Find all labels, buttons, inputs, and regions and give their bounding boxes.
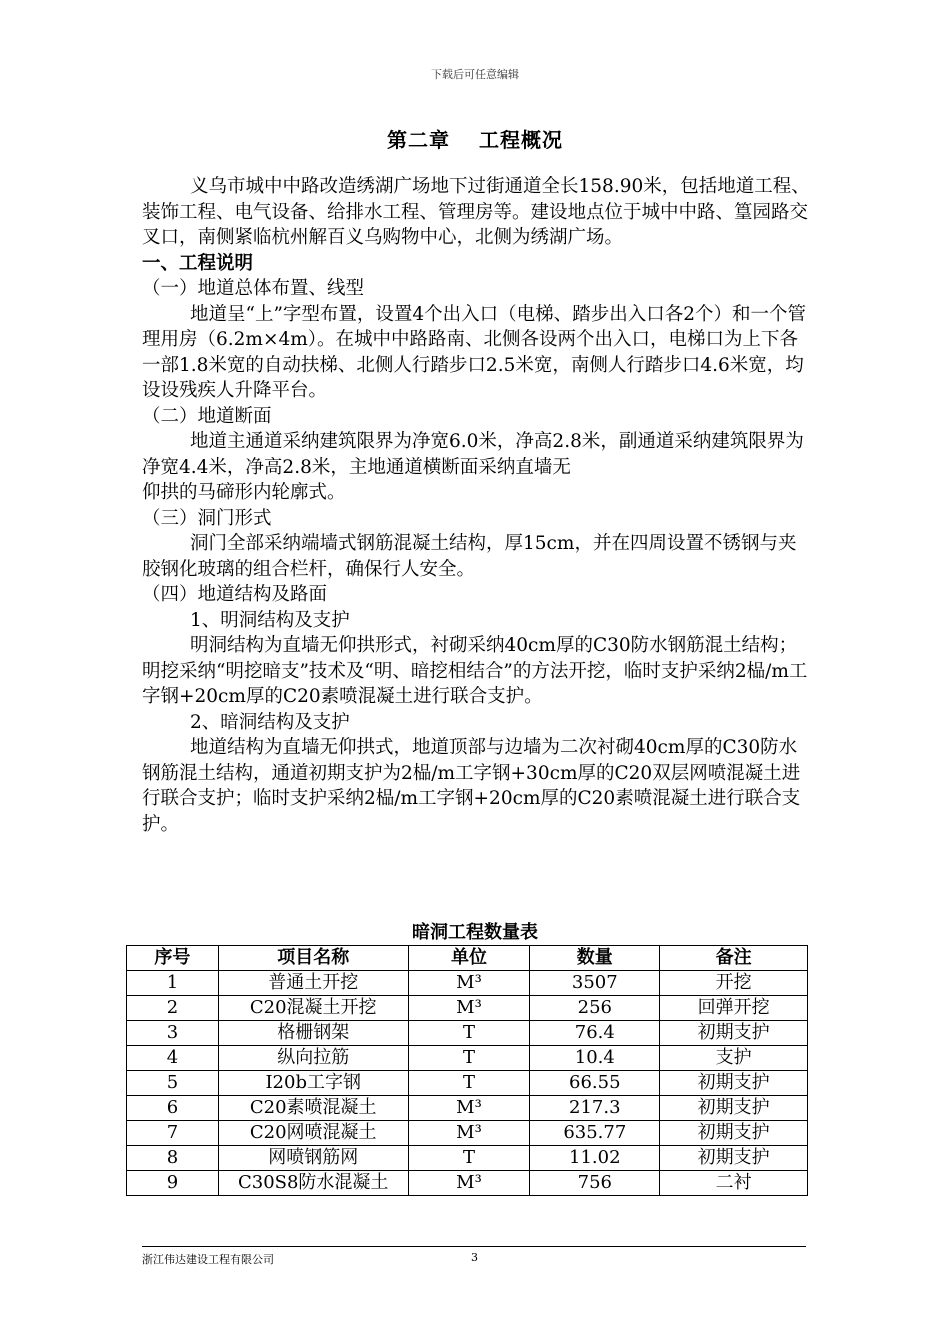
header-note: 下载后可任意编辑 [431,68,519,81]
table-row [127,1046,808,1071]
table-cell: 10.4 [530,1046,660,1071]
table-cell: 1 [127,971,219,996]
document-body [142,174,810,837]
table-cell: 66.55 [530,1071,660,1096]
paragraph: 地道主通道采纳建筑限界为净宽6.0米，净高2.8米，副通道采纳建筑限界为净宽4.4米，净高2.8米，主地通道横断面采纳直墙无 [142,431,804,478]
table-cell: T [408,1146,530,1171]
table-cell: 回弹开挖 [660,996,808,1021]
table-cell: C30S8防水混凝土 [218,1171,408,1196]
table-cell: 6 [127,1096,219,1121]
table-cell: 9 [127,1171,219,1196]
table-cell: 二衬 [660,1171,808,1196]
item-heading: 2、暗洞结构及支护 [190,711,350,733]
table-cell: M³ [408,1121,530,1146]
table-cell: 初期支护 [660,1096,808,1121]
subsection-heading: （四）地道结构及路面 [142,584,328,605]
table-cell: 635.77 [530,1121,660,1146]
column-header: 单位 [408,946,530,971]
table-cell: 开挖 [660,971,808,996]
chapter-title: 第二章 工程概况 [387,128,563,152]
intro-paragraph: 义乌市城中中路改造绣湖广场地下过街通道全长158.90米，包括地道工程、装饰工程、电气设备、给排水工程、管理房等。建设地点位于城中中路、篁园路交叉口，南侧紧临杭州解百义乌购物中心，北侧为绣湖广场。 [142,176,810,248]
table-cell: 76.4 [530,1021,660,1046]
table-cell: 756 [530,1171,660,1196]
section-heading: 一、工程说明 [142,252,254,274]
paragraph: 地道呈“上”字型布置，设置4个出入口（电梯、踏步出入口各2个）和一个管理用房（6.2m×4m）。在城中中路路南、北侧各设两个出入口，电梯口为上下各一部1.8米宽的自动扶梯、北侧人行踏步口2.5米宽，南侧人行踏步口4.6米宽，均设设残疾人升降平台。 [142,303,806,401]
table-caption: 暗洞工程数量表 [412,922,538,943]
table-cell: 普通土开挖 [218,971,408,996]
table-cell: 3 [127,1021,219,1046]
table-row [127,1096,808,1121]
table-cell: 256 [530,996,660,1021]
table-row [127,1146,808,1171]
table-row [127,1071,808,1096]
table-cell: M³ [408,1171,530,1196]
subsection-heading: （一）地道总体布置、线型 [142,278,365,299]
column-header: 序号 [127,946,219,971]
table-cell: M³ [408,1096,530,1121]
table-cell: C20混凝土开挖 [218,996,408,1021]
table-cell: 网喷钢筋网 [218,1146,408,1171]
table-row [127,971,808,996]
table-row [127,1171,808,1196]
table-cell: 217.3 [530,1096,660,1121]
table-cell: 初期支护 [660,1121,808,1146]
column-header: 备注 [660,946,808,971]
item-heading: 1、明洞结构及支护 [190,609,350,631]
table-cell: 2 [127,996,219,1021]
table-cell: 5 [127,1071,219,1096]
table-cell: T [408,1071,530,1096]
table-row [127,996,808,1021]
paragraph: 明洞结构为直墙无仰拱形式，衬砌采纳40cm厚的C30防水钢筋混土结构；明挖采纳“明挖暗支”技术及“明、暗挖相结合”的方法开挖，临时支护采纳2榀/m工字钢+20cm厚的C20素喷混凝土进行联合支护。 [142,635,808,707]
table-cell: 7 [127,1121,219,1146]
paragraph: 地道结构为直墙无仰拱式，地道顶部与边墙为二次衬砌40cm厚的C30防水钢筋混土结构，通道初期支护为2榀/m工字钢+30cm厚的C20双层网喷混凝土进行联合支护；临时支护采纳2榀/m工字钢+20cm厚的C20素喷混凝土进行联合支护。 [142,737,801,835]
subsection-heading: （二）地道断面 [142,405,272,427]
footer-company: 浙江伟达建设工程有限公司 [142,1253,274,1266]
table-cell: T [408,1046,530,1071]
table-cell: T [408,1021,530,1046]
quantity-table [126,945,808,1196]
table-cell: 4 [127,1046,219,1071]
column-header: 数量 [530,946,660,971]
table-cell: 初期支护 [660,1146,808,1171]
subsection-heading: （三）洞门形式 [142,507,272,529]
paragraph: 洞门全部采纳端墙式钢筋混凝土结构，厚15cm，并在四周设置不锈钢与夹胶钢化玻璃的组合栏杆，确保行人安全。 [142,533,797,580]
table-cell: 格栅钢架 [218,1021,408,1046]
page-number: 3 [471,1251,478,1264]
column-header: 项目名称 [218,946,408,971]
paragraph: 仰拱的马碲形内轮廓式。 [142,482,346,503]
table-row [127,1021,808,1046]
table-cell: I20b工字钢 [218,1071,408,1096]
table-cell: 支护 [660,1046,808,1071]
table-cell: 11.02 [530,1146,660,1171]
table-cell: 8 [127,1146,219,1171]
table-cell: C20素喷混凝土 [218,1096,408,1121]
table-row [127,1121,808,1146]
table-cell: M³ [408,996,530,1021]
table-cell: M³ [408,971,530,996]
table-header-row [127,946,808,971]
table-cell: 纵向拉筋 [218,1046,408,1071]
table-cell: C20网喷混凝土 [218,1121,408,1146]
table-cell: 初期支护 [660,1071,808,1096]
table-cell: 初期支护 [660,1021,808,1046]
table-cell: 3507 [530,971,660,996]
footer-divider [142,1246,806,1247]
